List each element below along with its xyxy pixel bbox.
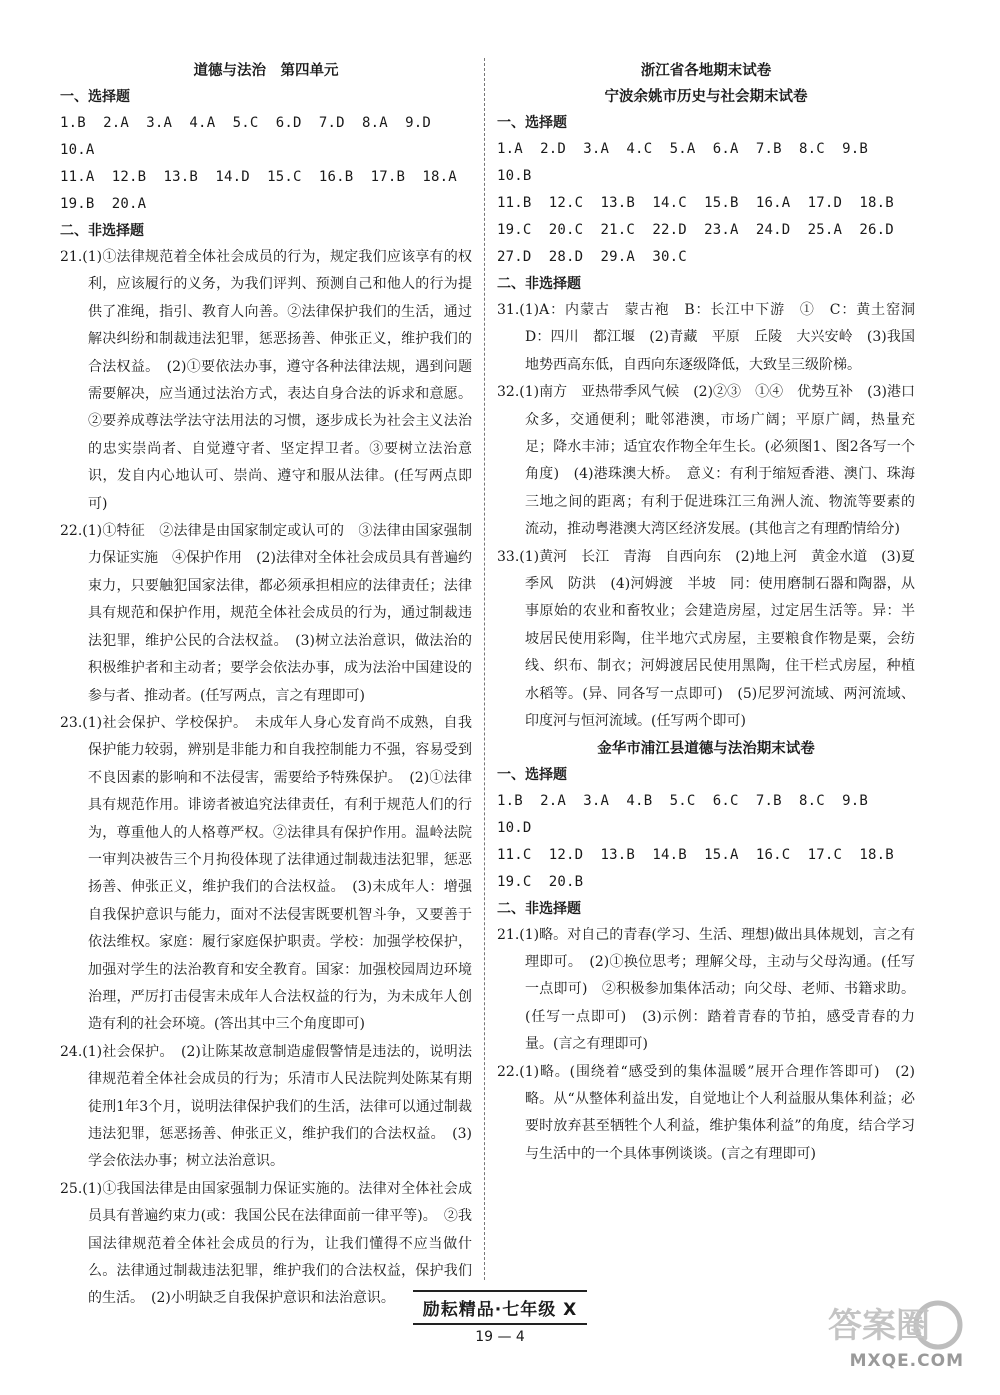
right-choice-heading: 一、选择题: [497, 115, 567, 131]
left-choice-line-1: 1.B 2.A 3.A 4.A 5.C 6.D 7.D 8.A 9.D 10.A: [60, 115, 449, 158]
column-divider: [484, 58, 485, 1280]
left-column: [60, 58, 472, 1313]
left-question-22: 22.(1)①特征 ②法律是由国家制定或认可的 ③法律由国家强制力保证实施 ④保护作用 (2)法律对全体社会成员具有普遍约束力，只要触犯国家法律，都必须承担相应的法律责任；法律具有规范和保护作用，规范全体社会成员的行为，通过制裁违法犯罪，维护公民的合法权益。 (3)树立法治意识，做法治的积极维护者和主动者；要学会依法办事，成为法治中国建设的参与者、推动者。(任写两点，言之有理即可): [60, 523, 472, 704]
right-question-31: 31.(1)A：内蒙古 蒙古袍 B：长江中下游 ① C：黄土窑洞 D：四川 都江堰 (2)青藏 平原 丘陵 大兴安岭 (3)我国地势西高东低，自西向东逐级降低，大致呈三级阶梯。: [497, 302, 929, 373]
right-choice2-line-1: 1.B 2.A 3.A 4.B 5.C 6.C 7.B 8.C 9.B 10.D: [497, 792, 886, 836]
left-question-21: 21.(1)①法律规范着全体社会成员的行为，规定我们应该享有的权利，应该履行的义务，为我们评判、预测自己和他人的行为提供了准绳，指引、教育人向善。②法律保护我们的生活，通过解决纠纷和制裁违法犯罪，惩恶扬善、伸张正义，维护我们的合法权益。 (2)①要依法办事，遵守各种法律法规，遇到问题需要解决，应当通过法治方式，表达自身合法的诉求和意愿。②要养成尊法学法守法用法的习惯，逐步成长为社会主义法治的忠实崇尚者、自觉遵守者、坚定捍卫者。③要树立法治意识，发自内心地认可、崇尚、遵守和服从法律。(任写两点即可): [60, 249, 472, 512]
right-choice2-line-3: 19.C 20.B: [497, 873, 584, 890]
right-choice2-line-2: 11.C 12.D 13.B 14.B 15.A 16.C 17.C 18.B: [497, 846, 894, 863]
right-question-21: 21.(1)略。对自己的青春(学习、生活、理想)做出具体规划，言之有理即可。 (2)①换位思考；理解父母，主动与父母沟通。(任写一点即可) ②积极参加集体活动；向父母、老师、书籍求助。(任写一点即可) (3)示例：踏着青春的节拍，感受青春的力量。(言之有理即可): [497, 926, 915, 1053]
right-nonchoice-heading: 二、非选择题: [497, 276, 581, 292]
left-choice-heading: 一、选择题: [60, 89, 130, 105]
right-choice-line-2: 11.B 12.C 13.B 14.C 15.B 16.A 17.D 18.B: [497, 195, 894, 211]
right-exam-title-pujiang: 金华市浦江县道德与法治期末试卷: [597, 740, 815, 757]
right-choice-line-3: 19.C 20.C 21.C 22.D 23.A 24.D 25.A 26.D: [497, 222, 894, 238]
page-number: 19 — 4: [475, 1329, 525, 1345]
left-question-24: 24.(1)社会保护。 (2)让陈某故意制造虚假警情是违法的，说明法律规范着全体社会成员的行为；乐清市人民法院判处陈某有期徒刑1年3个月，说明法律保护我们的生活，法律可以通过制裁违法犯罪，惩恶扬善、伸张正义，维护我们的合法权益。 (3)学会依法办事；树立法治意识。: [60, 1043, 472, 1170]
right-question-32: 32.(1)南方 亚热带季风气候 (2)②③ ①④ 优势互补 (3)港口众多，交通便利；毗邻港澳，市场广阔；平原广阔，热量充足；降水丰沛；适宜农作物全年生长。(必须图1、图2各写一个角度) (4)港珠澳大桥。 意义：有利于缩短香港、澳门、珠海三地之间的距离；有利于促进珠江三角洲人流、物流等要素的流动，推动粤港澳大湾区经济发展。(其他言之有理酌情给分): [497, 384, 915, 538]
brand-label: 励耘精品·七年级 X: [413, 1290, 587, 1325]
right-choice-heading-2: 一、选择题: [497, 766, 567, 783]
watermark-logo: [820, 1297, 970, 1377]
left-question-25: 25.(1)①我国法律是由国家强制力保证实施的。法律对全体社会成员具有普遍约束力(或：我国公民在法律面前一律平等)。 ②我国法律规范着全体社会成员的行为，让我们懂得不应当做什么。法律通过制裁违法犯罪，维护我们的合法权益，保护我们的生活。 (2)小明缺乏自我保护意识和法治意识。: [60, 1180, 472, 1307]
right-main-title: 浙江省各地期末试卷: [640, 63, 772, 79]
right-nonchoice-heading-2: 二、非选择题: [497, 900, 581, 917]
left-nonchoice-heading: 二、非选择题: [60, 223, 144, 239]
watermark-text: 答案圈: [828, 1306, 930, 1346]
right-choice-line-1: 1.A 2.D 3.A 4.C 5.A 6.A 7.B 8.C 9.B 10.B: [497, 141, 886, 184]
left-question-23: 23.(1)社会保护、学校保护。 未成年人身心发育尚不成熟，自我保护能力较弱，辨别是非能力和自我控制能力不强，容易受到不良因素的影响和不法侵害，需要给予特殊保护。 (2)①法律具有规范作用。诽谤者被追究法律责任，有利于规范人们的行为，尊重他人的人格尊严权。②法律具有保护作用。温岭法院一审判决被告三个月拘役体现了法律通过制裁违法犯罪，惩恶扬善、伸张正义，维护我们的合法权益。 (3)未成年人：增强自我保护意识与能力，面对不法侵害既要机智斗争，又要善于依法维权。家庭：履行家庭保护职责。学校：加强学校保护，加强对学生的法治教育和安全教育。国家：加强校园周边环境治理，严厉打击侵害未成年人合法权益的行为，为未成年人创造有利的社会环境。(答出其中三个角度即可): [60, 714, 472, 1033]
right-column: [497, 58, 929, 1168]
right-question-33: 33.(1)黄河 长江 青海 自西向东 (2)地上河 黄金水道 (3)夏季风 防洪 (4)河姆渡 半坡 同：使用磨制石器和陶器，从事原始的农业和畜牧业；会建造房屋，过定居生活等。异：半坡居民使用彩陶，住半地穴式房屋，主要粮食作物是粟，会纺线、织布、制衣；河姆渡居民使用黑陶，住干栏式房屋，种植水稻等。(异、同各写一点即可) (5)尼罗河流域、两河流域、印度河与恒河流域。(任写两个即可): [497, 548, 915, 730]
watermark-url: MXQE.COM: [849, 1351, 964, 1371]
left-choice-line-2: 11.A 12.B 13.B 14.D 15.C 16.B 17.B 18.A: [60, 169, 457, 185]
left-section-title: 道德与法治 第四单元: [193, 63, 339, 79]
right-exam-title-yuyao: 宁波余姚市历史与社会期末试卷: [604, 89, 808, 105]
left-choice-line-3: 19.B 20.A: [60, 196, 147, 212]
right-question-22: 22.(1)略。(围绕着“感受到的集体温暖”展开合理作答即可) (2)略。从“从整体利益出发，自觉地让个人利益服从集体利益；必要时放弃甚至牺牲个人利益，维护集体利益”的角度，结合学习与生活中的一个具体事例谈谈。(言之有理即可): [497, 1063, 915, 1162]
right-choice-line-4: 27.D 28.D 29.A 30.C: [497, 249, 687, 265]
